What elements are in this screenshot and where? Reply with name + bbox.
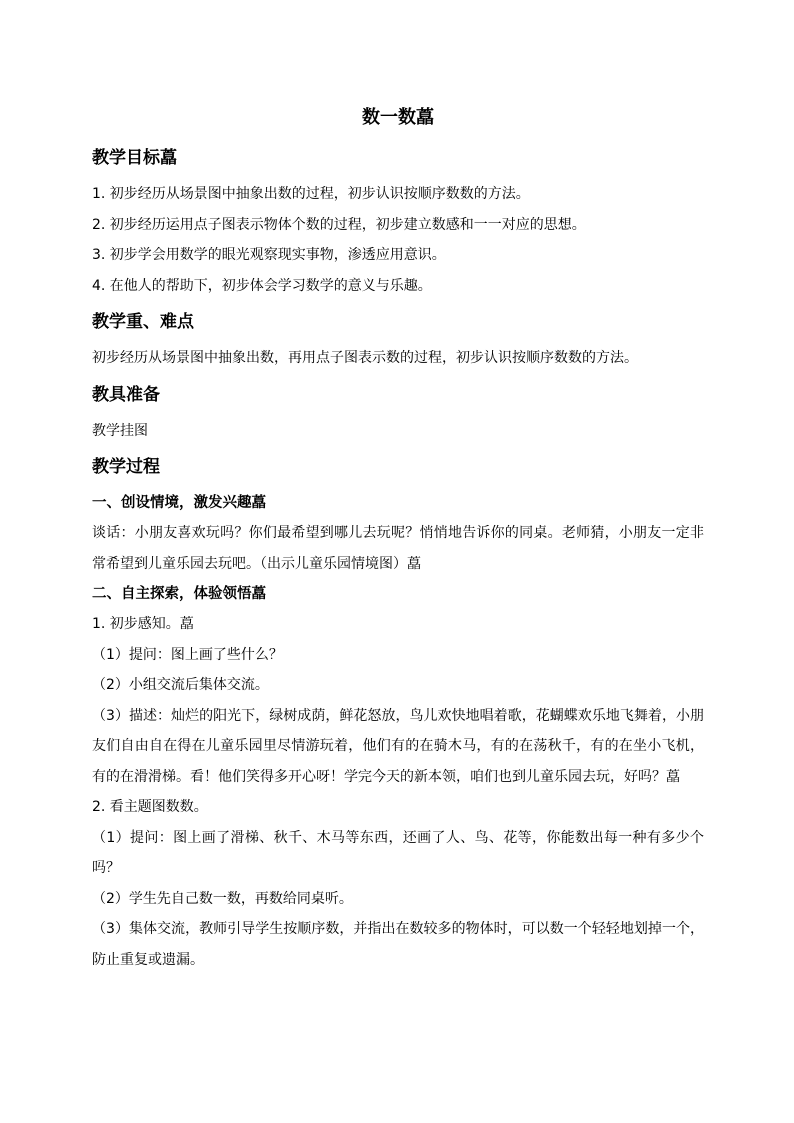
step2-item-3: （3）集体交流，教师引导学生按顺序数，并指出在数较多的物体时，可以数一个轻轻地划掉一个，防止重复或遗漏。 <box>92 921 704 968</box>
step2-item-1: （1）提问：图上画了滑梯、秋千、木马等东西，还画了人、鸟、花等，你能数出每一种有多少个吗？ <box>92 829 704 876</box>
key-points-heading: 教学重、难点 <box>92 312 194 332</box>
goal-item-3: 3. 初步学会用数学的眼光观察现实事物，渗透应用意识。 <box>92 247 446 263</box>
step1-item-3: （3）描述：灿烂的阳光下，绿树成荫，鲜花怒放，鸟儿欢快地唱着歌，花蝴蝶欢乐地飞舞着，小朋友们自由自在得在儿童乐园里尽情游玩着，他们有的在骑木马，有的在荡秋千，有的在坐小飞机，有的在滑滑梯。看！他们笑得多开心呀！学完今天的新本领，咱们也到儿童乐园去玩，好吗？藠 <box>92 707 704 785</box>
process-heading: 教学过程 <box>92 457 160 477</box>
part1-heading: 一、创设情境，激发兴趣藠 <box>92 495 266 511</box>
goal-item-2: 2. 初步经历运用点子图表示物体个数的过程，初步建立数感和一一对应的思想。 <box>92 216 586 233</box>
document-title: 数一数‌藠 <box>362 107 434 128</box>
step1-heading: 1. 初步感知。藠 <box>92 616 194 632</box>
step1-item-1: （1）提问：图上画了些什么？ <box>92 646 283 663</box>
document-page <box>92 103 704 975</box>
step1-item-2: （2）小组交流后集体交流。 <box>92 677 269 693</box>
step2-item-2: （2）学生先自己数一数，再数给同桌听。 <box>92 890 353 907</box>
goals-heading: 教学目标藠 <box>92 148 177 168</box>
goal-item-4: 4. 在他人的帮助下，初步体会学习数学的意义与乐趣。 <box>92 277 432 294</box>
tools-text: 教学挂图 <box>92 422 148 439</box>
step2-heading: 2. 看主题图数数。 <box>92 799 208 815</box>
goal-item-1: 1. 初步经历从场景图中抽象出数的过程，初步认识按顺序数数的方法。 <box>92 186 530 202</box>
key-points-text: 初步经历从场景图中抽象出数，再用点子图表示数的过程，初步认识按顺序数数的方法。 <box>92 350 638 366</box>
tools-heading: 教具准备 <box>92 384 160 405</box>
part1-text: 谈话：小朋友喜欢玩吗？你们最希望到哪儿去玩呢？悄悄地告诉你的同桌。老师猜，小朋友一定非常希望到儿童乐园去玩吧。（出示儿童乐园情境图）藠 <box>92 525 704 572</box>
part2-heading: 二、自主探索，体验领悟藠 <box>92 586 266 602</box>
